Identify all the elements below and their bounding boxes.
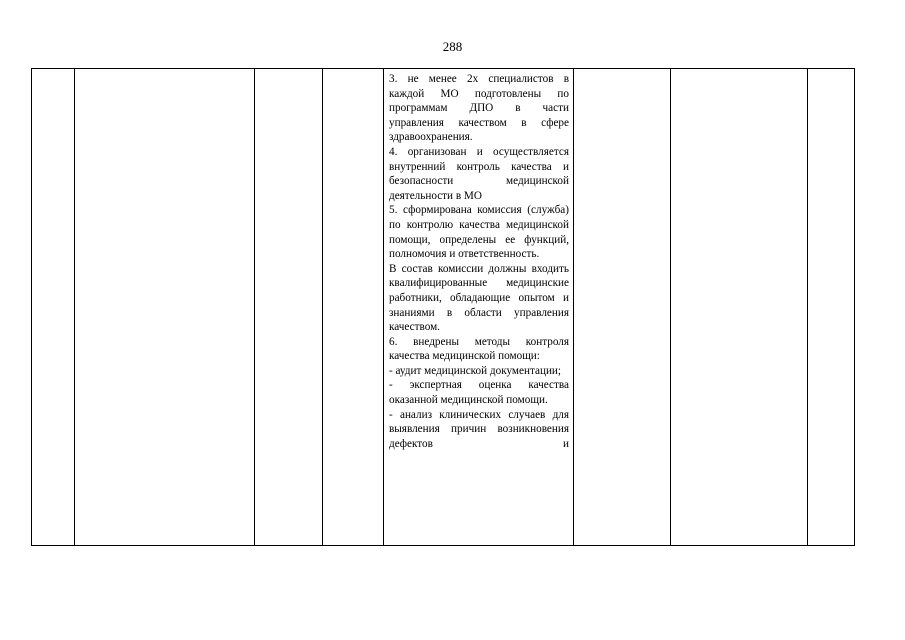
criteria-text xyxy=(384,69,573,451)
criteria-item-4: 4. организован и осуществляется внутренний контроль качества и безопасности медицинской деятельности в МО xyxy=(389,145,569,202)
criteria-item-6: 6. внедрены методы контроля качества медицинской помощи: xyxy=(389,335,569,363)
commission-composition: В состав комиссии должны входить квалифицированные медицинские работники, обладающие опытом и знаниями в области управления качеством. xyxy=(389,262,569,334)
table-cell-1 xyxy=(32,69,75,546)
table-cell-4 xyxy=(323,69,384,546)
method-case-analysis: - анализ клинических случаев для выявления причин возникновения дефектов и xyxy=(389,408,569,450)
table-cell-8 xyxy=(808,69,855,546)
table-cell-2 xyxy=(75,69,255,546)
page-number: 288 xyxy=(442,39,463,54)
table-cell-content xyxy=(384,69,574,546)
table-cell-7 xyxy=(671,69,808,546)
table-cell-6 xyxy=(574,69,671,546)
method-expert-review: - экспертная оценка качества оказанной медицинской помощи. xyxy=(389,379,569,407)
table-row xyxy=(32,69,855,546)
table-cell-3 xyxy=(255,69,323,546)
document-table xyxy=(31,68,855,546)
method-audit: - аудит медицинской документации; xyxy=(389,364,562,377)
criteria-item-5: 5. сформирована комиссия (служба) по контролю качества медицинской помощи, определены ее функций, полномочия и ответственность. xyxy=(389,204,569,261)
criteria-item-3: 3. не менее 2х специалистов в каждой МО подготовлены по программам ДПО в части управления качеством в сфере здравоохранения. xyxy=(389,73,569,144)
